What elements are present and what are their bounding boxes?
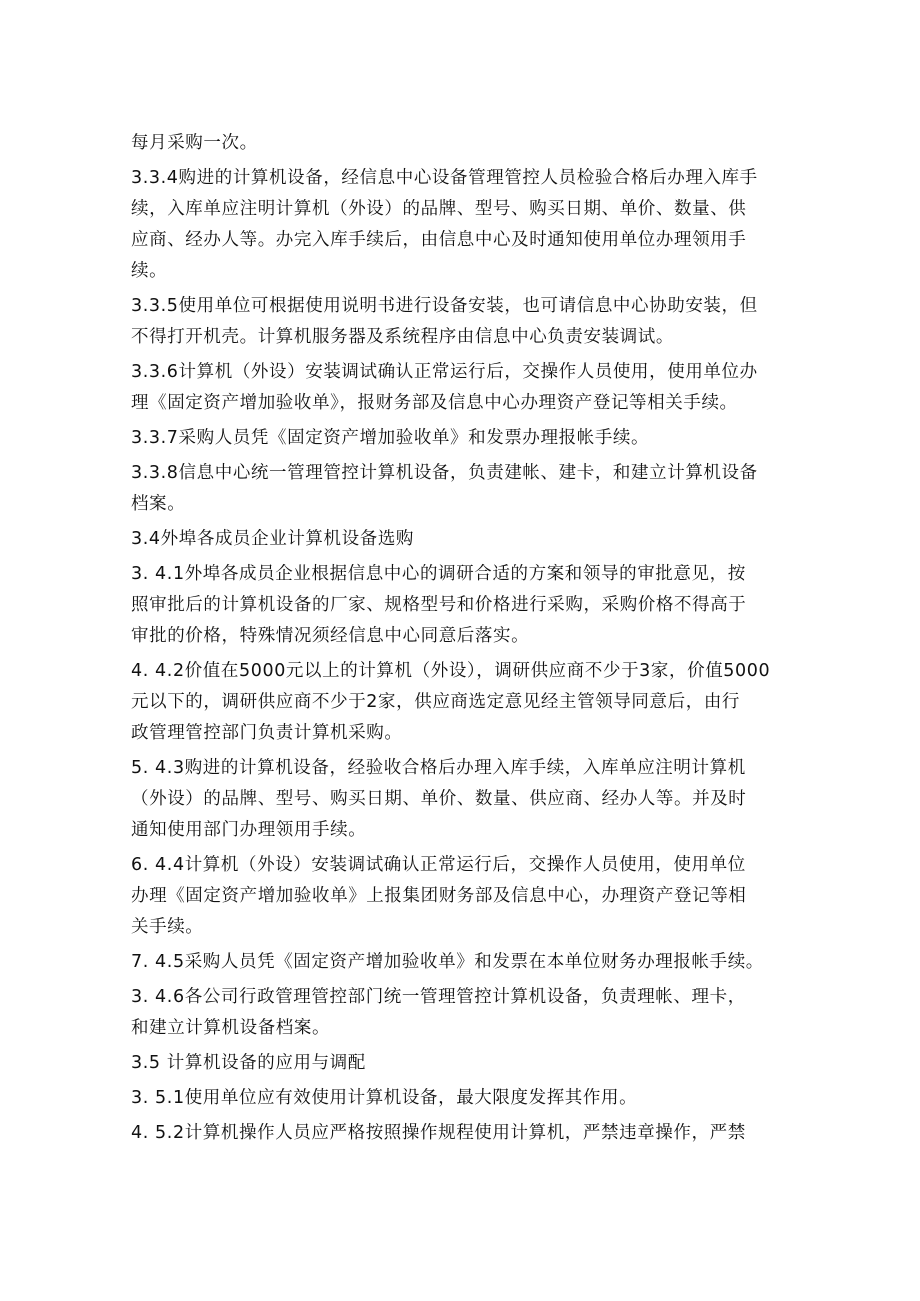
- paragraph: [131, 947, 826, 978]
- text-line: 元以下的，调研供应商不少于2家，供应商选定意见经主管领导同意后，由行: [131, 692, 741, 712]
- text-line: 5. 4.3购进的计算机设备，经验收合格后办理入库手续，入库单应注明计算机: [131, 758, 746, 778]
- text-line: 理《固定资产增加验收单》，报财务部及信息中心办理资产登记等相关手续。: [131, 393, 738, 413]
- text-line: 4. 5.2计算机操作人员应严格按照操作规程使用计算机，严禁违章操作，严禁: [131, 1123, 746, 1143]
- paragraph: [131, 128, 826, 159]
- text-line: 关手续。: [131, 917, 204, 937]
- text-line: 办理《固定资产增加验收单》上报集团财务部及信息中心，办理资产登记等相: [131, 886, 747, 906]
- paragraph: [131, 656, 826, 749]
- text-line: 照审批后的计算机设备的厂家、规格型号和价格进行采购，采购价格不得高于: [131, 595, 747, 615]
- paragraph: [131, 291, 826, 353]
- text-line: 3.3.6计算机（外设）安装调试确认正常运行后，交操作人员使用，使用单位办: [131, 362, 758, 382]
- text-line: 档案。: [131, 494, 186, 514]
- paragraph: [131, 753, 826, 846]
- text-line: 7. 4.5采购人员凭《固定资产增加验收单》和发票在本单位财务办理报帐手续。: [131, 952, 764, 972]
- text-line: 4. 4.2价值在5000元以上的计算机（外设），调研供应商不少于3家，价值5000: [131, 661, 771, 681]
- text-line: 3.3.7采购人员凭《固定资产增加验收单》和发票办理报帐手续。: [131, 428, 650, 448]
- text-line: 应商、经办人等。办完入库手续后，由信息中心及时通知使用单位办理领用手: [131, 230, 747, 250]
- text-line: 3.3.8信息中心统一管理管控计算机设备，负责建帐、建卡，和建立计算机设备: [131, 463, 758, 483]
- text-line: 3. 5.1使用单位应有效使用计算机设备，最大限度发挥其作用。: [131, 1088, 638, 1108]
- paragraph: [131, 1118, 826, 1149]
- paragraph: [131, 357, 826, 419]
- paragraph: [131, 524, 826, 555]
- document-body: [131, 128, 826, 1149]
- text-line: 3.4外埠各成员企业计算机设备选购: [131, 529, 415, 549]
- text-line: 每月采购一次。: [131, 133, 258, 153]
- text-line: 通知使用部门办理领用手续。: [131, 820, 367, 840]
- text-line: 不得打开机壳。计算机服务器及系统程序由信息中心负责安装调试。: [131, 327, 674, 347]
- text-line: 续，入库单应注明计算机（外设）的品牌、型号、购买日期、单价、数量、供: [131, 199, 747, 219]
- paragraph: [131, 559, 826, 652]
- text-line: （外设）的品牌、型号、购买日期、单价、数量、供应商、经办人等。并及时: [131, 789, 747, 809]
- text-line: 和建立计算机设备档案。: [131, 1018, 331, 1038]
- paragraph: [131, 163, 826, 287]
- text-line: 3. 4.6各公司行政管理管控部门统一管理管控计算机设备，负责理帐、理卡，: [131, 987, 746, 1007]
- paragraph: [131, 982, 826, 1044]
- text-line: 3.3.4购进的计算机设备，经信息中心设备管理管控人员检验合格后办理入库手: [131, 168, 758, 188]
- text-line: 续。: [131, 261, 168, 281]
- text-line: 3. 4.1外埠各成员企业根据信息中心的调研合适的方案和领导的审批意见，按: [131, 564, 746, 584]
- paragraph: [131, 1083, 826, 1114]
- text-line: 3.3.5使用单位可根据使用说明书进行设备安装，也可请信息中心协助安装，但: [131, 296, 758, 316]
- text-line: 审批的价格，特殊情况须经信息中心同意后落实。: [131, 626, 530, 646]
- paragraph: [131, 423, 826, 454]
- text-line: 6. 4.4计算机（外设）安装调试确认正常运行后，交操作人员使用，使用单位: [131, 855, 746, 875]
- paragraph: [131, 850, 826, 943]
- paragraph: [131, 1048, 826, 1079]
- text-line: 政管理管控部门负责计算机采购。: [131, 723, 403, 743]
- paragraph: [131, 458, 826, 520]
- text-line: 3.5 计算机设备的应用与调配: [131, 1053, 366, 1073]
